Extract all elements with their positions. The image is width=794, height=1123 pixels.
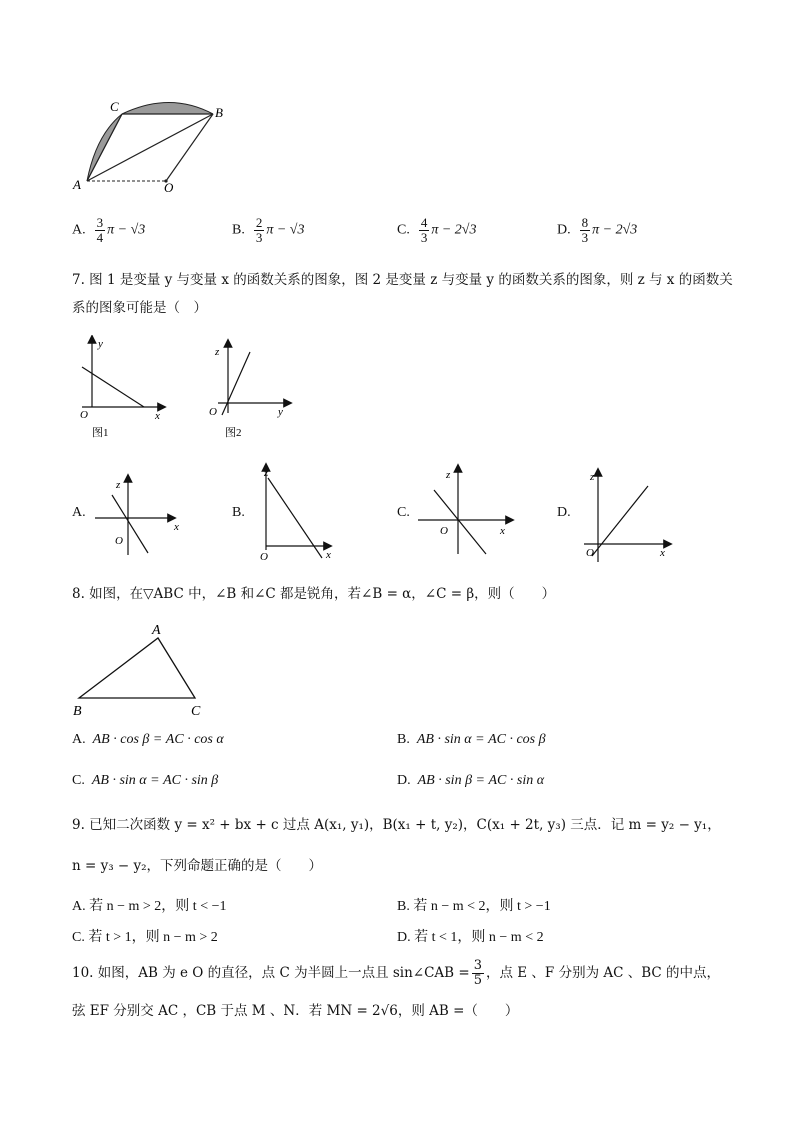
q6-option-c: C. $\frac{4}{3}$ π − 2√3 (397, 215, 477, 245)
q7-option-c-graph (412, 462, 522, 562)
q7a-z: z (116, 479, 121, 491)
q7b-x: x (326, 549, 331, 561)
q7-figure-2 (200, 335, 300, 440)
q7a-x: x (174, 521, 179, 533)
q6-option-a: A. $\frac{3}{4}$ π − √3 (72, 215, 146, 245)
q7-stem-line1: 7. 图 1 是变量 y 与变量 x 的函数关系的图象，图 2 是变量 z 与变量 y 的函数关系的图象，则 z 与 x 的函数关 (72, 272, 733, 288)
q7-option-b-letter: B. (232, 505, 245, 520)
q7-option-a-letter: A. (72, 505, 86, 520)
q8-stem: 8. 如图，在▽ABC 中，∠B 和∠C 都是锐角，若∠B = α，∠C = β，则（ ） (72, 586, 556, 602)
q6-label-c: C (110, 99, 119, 114)
q7-fig2-o: O (209, 406, 217, 418)
q7-fig2-caption: 图2 (225, 427, 242, 439)
q7c-x: x (500, 525, 505, 537)
q9-option-a: A. 若 n − m > 2，则 t < −1 (72, 899, 227, 914)
q10-stem-line2: 弦 EF 分别交 AC ，CB 于点 M 、N．若 MN = 2√6，则 AB =（ ） (72, 1003, 519, 1019)
q8-label-b: B (73, 704, 82, 719)
q6-option-b: B. $\frac{2}{3}$ π − √3 (232, 215, 305, 245)
q9-option-c: C. 若 t > 1，则 n − m > 2 (72, 930, 218, 945)
q8-label-a: A (152, 623, 161, 638)
q7-option-b-graph (250, 462, 350, 562)
q7-figure-1 (72, 335, 172, 440)
q9-stem-line2: n = y₃ − y₂，下列命题正确的是（ ） (72, 858, 323, 874)
q7c-o: O (440, 525, 448, 537)
q7-fig2-y: y (278, 406, 283, 418)
q7-fig1-o: O (80, 409, 88, 421)
q8-option-a: A. AB · cos β = AC · cos α (72, 732, 224, 747)
q9-stem-line1: 9. 已知二次函数 y = x² + bx + c 过点 A(x₁, y₁)，B(x₁ + t, y₂)，C(x₁ + 2t, y₃) 三点．记 m = y₂ − y₁， (72, 817, 721, 833)
q8-option-d: D. AB · sin β = AC · sin α (397, 773, 545, 788)
q7b-o: O (260, 551, 268, 562)
q7-option-d-letter: D. (557, 505, 571, 520)
q7c-z: z (446, 469, 451, 481)
q7-fig1-y: y (98, 338, 103, 350)
q7-option-c-letter: C. (397, 505, 410, 520)
q7-option-d-graph (578, 466, 678, 566)
q6-label-a: A (73, 177, 81, 192)
q7a-o: O (115, 535, 123, 547)
q8-figure (65, 618, 225, 720)
q7d-o: O (586, 547, 594, 559)
q9-option-d: D. 若 t < 1，则 n − m < 2 (397, 930, 544, 945)
q7-fig1-x: x (155, 410, 160, 422)
q7-fig1-caption: 图1 (92, 427, 109, 439)
q6-figure (60, 95, 240, 200)
q6-label-o: O (164, 180, 174, 195)
q10-stem-line1: 10. 如图，AB 为 e O 的直径，点 C 为半圆上一点且 sin∠CAB = $\frac{3}{5}$ ，点 E 、F 分别为 AC 、BC 的中点， (72, 958, 721, 988)
q8-option-c: C. AB · sin α = AC · sin β (72, 773, 219, 788)
q7-fig2-z: z (215, 346, 220, 358)
q7-option-a-graph (90, 470, 190, 560)
q6-option-d: D. $\frac{8}{3}$ π − 2√3 (557, 215, 638, 245)
q9-option-b: B. 若 n − m < 2，则 t > −1 (397, 899, 551, 914)
q6-label-b: B (215, 105, 223, 120)
q7-stem-line2: 系的图象可能是（ ） (72, 300, 207, 316)
q8-label-c: C (191, 704, 201, 719)
q7d-x: x (660, 547, 665, 559)
q8-option-b: B. AB · sin α = AC · cos β (397, 732, 546, 747)
q7d-z: z (590, 471, 595, 483)
q7b-z: z (264, 467, 269, 479)
